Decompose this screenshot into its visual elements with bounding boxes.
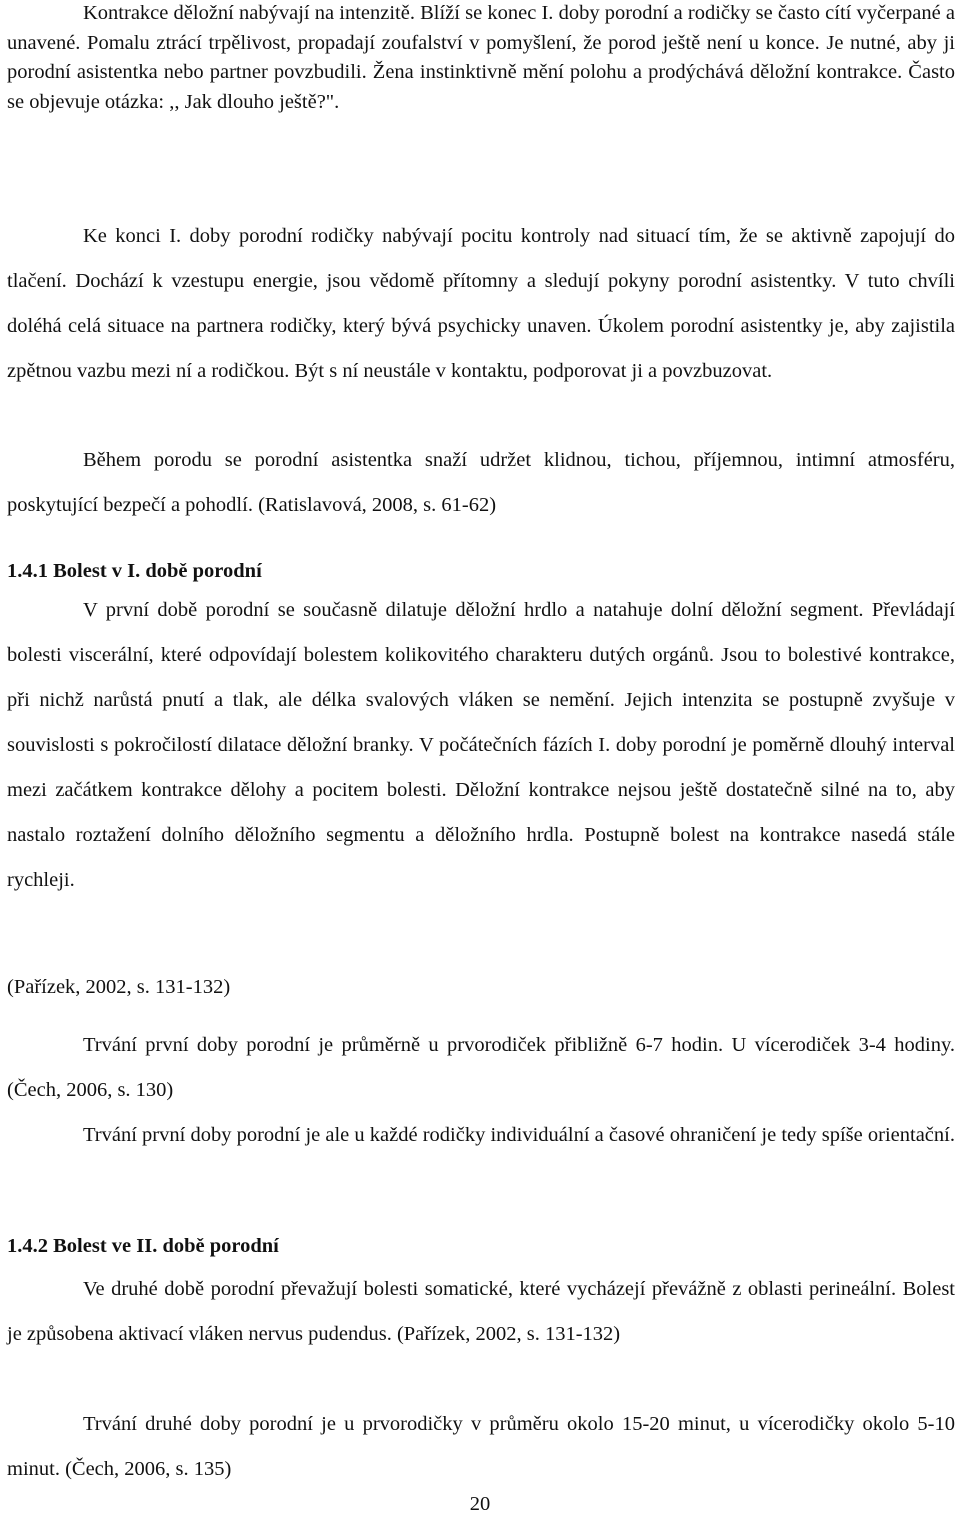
paragraph-labor-intensity: Kontrakce děložní nabývají na intenzitě. Blíží se konec I. doby porodní a rodičky se často cítí vyčerpané a unavené. Pomalu ztrácí trpělivost, propadají zoufalství v pomyšlení, že porod ještě není u konce. Je nutné, aby ji porodní asistentka nebo partner povzbudili. Žena instinktivně mění polohu a prodýchává děložní kontrakce. Často se objevuje otázka: ,, Jak dlouho ještě?". <box>7 2 955 113</box>
paragraph-midwife-atmosphere: Během porodu se porodní asistentka snaží udržet klidnou, tichou, příjemnou, intimní atmosféru, poskytující bezpečí a pohodlí. (Ratislavová, 2008, s. 61-62) <box>7 449 955 516</box>
paragraph-end-of-first-stage: Ke konci I. doby porodní rodičky nabývají pocitu kontroly nad situací tím, že se aktivně zapojují do tlačení. Dochází k vzestupu energie, jsou vědomě přítomny a sledují pokyny porodní asistentky. V tuto chvíli doléhá celá situace na partnera rodičky, který bývá psychicky unaven. Úkolem porodní asistentky je, aby zajistila zpětnou vazbu mezi ní a rodičkou. Být s ní neustále v kontaktu, podporovat ji a povzbuzovat. <box>7 225 955 382</box>
paragraph-first-stage-duration: Trvání první doby porodní je průměrně u prvorodiček přibližně 6-7 hodin. U vícerodiček 3-4 hodiny. (Čech, 2006, s. 130) <box>7 1034 955 1101</box>
paragraph-somatic-pain: Ve druhé době porodní převažují bolesti somatické, které vycházejí převážně z oblasti perineální. Bolest je způsobena aktivací vláken nervus pudendus. (Pařízek, 2002, s. 131-132) <box>7 1278 955 1345</box>
paragraph-visceral-pain: V první době porodní se současně dilatuje děložní hrdlo a natahuje dolní děložní segment. Převládají bolesti viscerální, které odpovídají bolestem kolikovitého charakteru dutých orgánů. Jsou to bolestivé kontrakce, při nichž narůstá pnutí a tlak, ale délka svalových vláken se nemění. Jejich intenzita se postupně zvyšuje v souvislosti s pokročilostí dilatace děložní branky. V počátečních fázích I. doby porodní je poměrně dlouhý interval mezi začátkem kontrakce dělohy a pocitem bolesti. Děložní kontrakce nejsou ještě dostatečně silné na to, aby nastalo roztažení dolního děložního segmentu a děložního hrdla. Postupně bolest na kontrakce nasedá stále rychleji. <box>7 599 955 891</box>
section-heading-first-stage-pain: 1.4.1 Bolest v I. době porodní <box>7 560 262 582</box>
paragraph-second-stage-duration: Trvání druhé doby porodní je u prvorodičky v průměru okolo 15-20 minut, u vícerodičky okolo 5-10 minut. (Čech, 2006, s. 135) <box>7 1413 955 1480</box>
paragraph-individual-duration: Trvání první doby porodní je ale u každé rodičky individuální a časové ohraničení je tedy spíše orientační. <box>83 1124 955 1146</box>
section-heading-second-stage-pain: 1.4.2 Bolest ve II. době porodní <box>7 1235 279 1257</box>
citation-parizek: (Pařízek, 2002, s. 131-132) <box>7 976 231 998</box>
page-number: 20 <box>469 1493 491 1515</box>
